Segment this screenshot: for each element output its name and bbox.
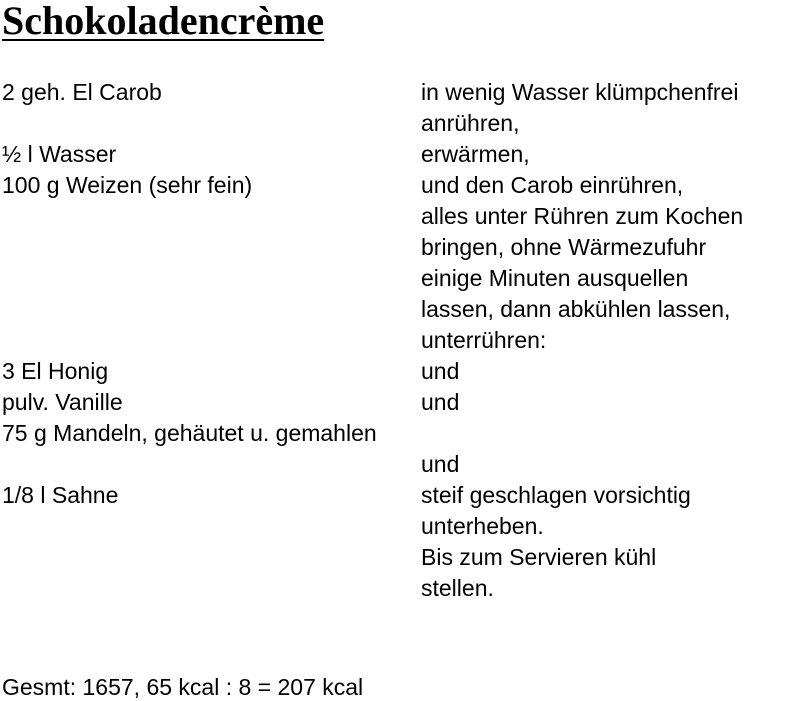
ingredient: 2 geh. El Carob <box>2 79 162 105</box>
recipe-line <box>0 387 796 418</box>
recipe-line <box>0 449 796 480</box>
instruction: anrühren, <box>421 110 520 136</box>
recipe-title: Schokoladencrème <box>2 0 325 43</box>
instruction: Bis zum Servieren kühl <box>421 544 657 570</box>
recipe-body <box>0 77 796 604</box>
recipe-line <box>0 170 796 201</box>
recipe-line <box>0 356 796 387</box>
recipe-line <box>0 542 796 573</box>
instruction: und <box>421 389 460 415</box>
ingredient: ½ l Wasser <box>2 141 117 167</box>
recipe-line <box>0 325 796 356</box>
instruction: lassen, dann abkühlen lassen, <box>421 296 731 322</box>
instruction: unterheben. <box>421 513 544 539</box>
recipe-line <box>0 201 796 232</box>
ingredient: 75 g Mandeln, gehäutet u. gemahlen <box>2 420 377 446</box>
instruction: einige Minuten ausquellen <box>421 265 689 291</box>
ingredient: 100 g Weizen (sehr fein) <box>2 172 253 198</box>
recipe-line <box>0 480 796 511</box>
ingredient: 1/8 l Sahne <box>2 482 119 508</box>
recipe-line <box>0 418 796 449</box>
recipe-line <box>0 511 796 542</box>
ingredient: pulv. Vanille <box>2 389 123 415</box>
recipe-line <box>0 573 796 604</box>
recipe-line <box>0 294 796 325</box>
instruction: erwärmen, <box>421 141 530 167</box>
instruction: alles unter Rühren zum Kochen <box>421 203 744 229</box>
instruction: bringen, ohne Wärmezufuhr <box>421 234 707 260</box>
instruction: unterrühren: <box>421 327 547 353</box>
instruction: und <box>421 358 460 384</box>
recipe-line <box>0 263 796 294</box>
instruction: in wenig Wasser klümpchenfrei <box>421 79 739 105</box>
instruction: und den Carob einrühren, <box>421 172 684 198</box>
instruction: steif geschlagen vorsichtig <box>421 482 691 508</box>
instruction: und <box>421 451 460 477</box>
recipe-line <box>0 108 796 139</box>
recipe-line <box>0 139 796 170</box>
ingredient: 3 El Honig <box>2 358 109 384</box>
recipe-line <box>0 77 796 108</box>
recipe-line <box>0 232 796 263</box>
instruction: stellen. <box>421 575 494 601</box>
calorie-total: Gesmt: 1657, 65 kcal : 8 = 207 kcal <box>2 674 364 700</box>
